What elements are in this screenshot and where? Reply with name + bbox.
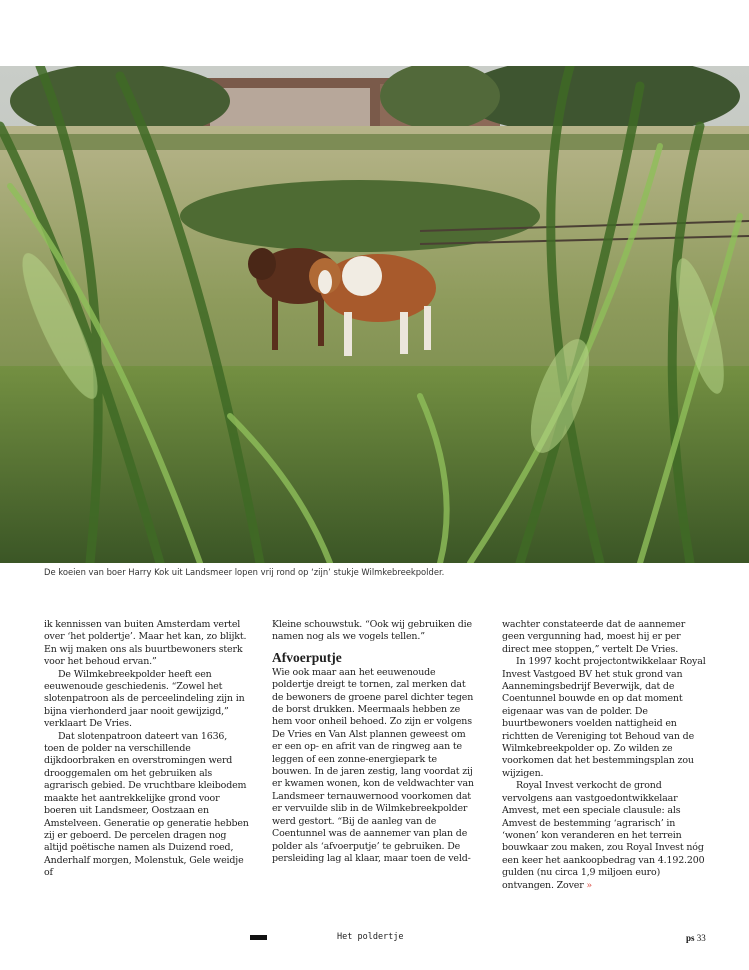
paragraph: De Wilmkebreekpolder heeft een eeuwenoude geschiedenis. “Zowel het slotenpatroon als de perceelindeling zijn in bijna vierhonderd jaar nooit gewijzigd,” verklaart De Vries.: [44, 668, 245, 730]
magazine-name: ps: [686, 933, 695, 943]
paragraph-last: [502, 780, 708, 892]
paragraph: In 1997 kocht projectontwikkelaar Royal Invest Vastgoed BV het stuk grond van Aannemingsbedrijf Beverwijk, dat de Coentunnel bouwde en op dat moment eigenaar was van de polder. De buurtbewoners voelden nattigheid en richtten de Vereniging tot Behoud van de Wilmkebreekpolder op. Zo wilden ze voorkomen dat het bestemmingsplan zou wijzigen.: [502, 656, 706, 779]
paragraph: ik kennissen van buiten Amsterdam vertel over ‘het poldertje’. Maar het kan, zo blijkt. En wij maken ons als buurtbewoners sterk voor het behoud ervan.”: [44, 619, 247, 668]
paragraph: Kleine schouwstuk. “Ook wij gebruiken die namen nog als we vogels tellen.”: [272, 619, 472, 643]
article-column-2: [272, 619, 478, 865]
photo-caption: De koeien van boer Harry Kok uit Landsmeer lopen vrij rond op ‘zijn’ stukje Wilmkebreekpolder.: [44, 567, 445, 577]
paragraph: Wie ook maar aan het eeuwenoude poldertje dreigt te tornen, zal merken dat de bewoners de groene parel dichter tegen de borst drukken. Meermaals hebben ze hem voor onheil behoed. Zo zijn er volgens De Vries en Van Alst plannen geweest om er een op- en afrit van de ringweg aan te leggen of een zonne-energiepark te bouwen. In de jaren zestig, lang voordat zij er kwamen wonen, kon de veldwachter van Landsmeer ternauwernood voorkomen dat er vervuilde slib in de Wilmkebreekpolder werd gestort. “Bij de aanleg van de Coentunnel was de aannemer van plan de polder als ‘afvoerputje’ te gebruiken. De persleiding lag al klaar, maar toen de veld-: [272, 666, 474, 864]
photo-illustration: [0, 66, 749, 563]
paragraph: wachter constateerde dat de aannemer geen vergunning had, moest hij er per direct mee stoppen,” vertelt De Vries.: [502, 619, 686, 655]
footer-bar-mark: [250, 935, 267, 940]
footer-page-number: [686, 933, 706, 943]
continue-marker: »: [586, 879, 593, 891]
footer-section-title: Het poldertje: [337, 932, 404, 942]
article-column-3: [502, 619, 708, 892]
cover-photo: [0, 66, 749, 563]
paragraph-text: Royal Invest verkocht de grond vervolgens aan vastgoedontwikkelaar Amvest, met een speciale clausule: als Amvest de bestemming ‘agrarisch’ in ‘wonen’ kon veranderen en het terrein bouwkaar zou maken, zou Royal Invest nóg een keer het aankoopbedrag van 4.192.200 gulden (nu circa 1,9 miljoen euro) ontvangen. Zover: [502, 780, 705, 891]
article-column-1: [44, 619, 250, 880]
paragraph: Dat slotenpatroon dateert van 1636, toen de polder na verschillende dijkdoorbraken en overstromingen werd drooggemalen om het gebruiken als agrarisch gebied. De vruchtbare kleibodem maakte het aantrekkelijke grond voor boeren uit Landsmeer, Oostzaan en Amstelveen. Generatie op generatie hebben zij er geboerd. De percelen dragen nog altijd poëtische namen als Duizend roed, Anderhalf morgen, Molenstuk, Gele weidje of: [44, 730, 249, 879]
section-heading: Afvoerputje: [272, 649, 342, 665]
page-number: 33: [696, 933, 706, 943]
